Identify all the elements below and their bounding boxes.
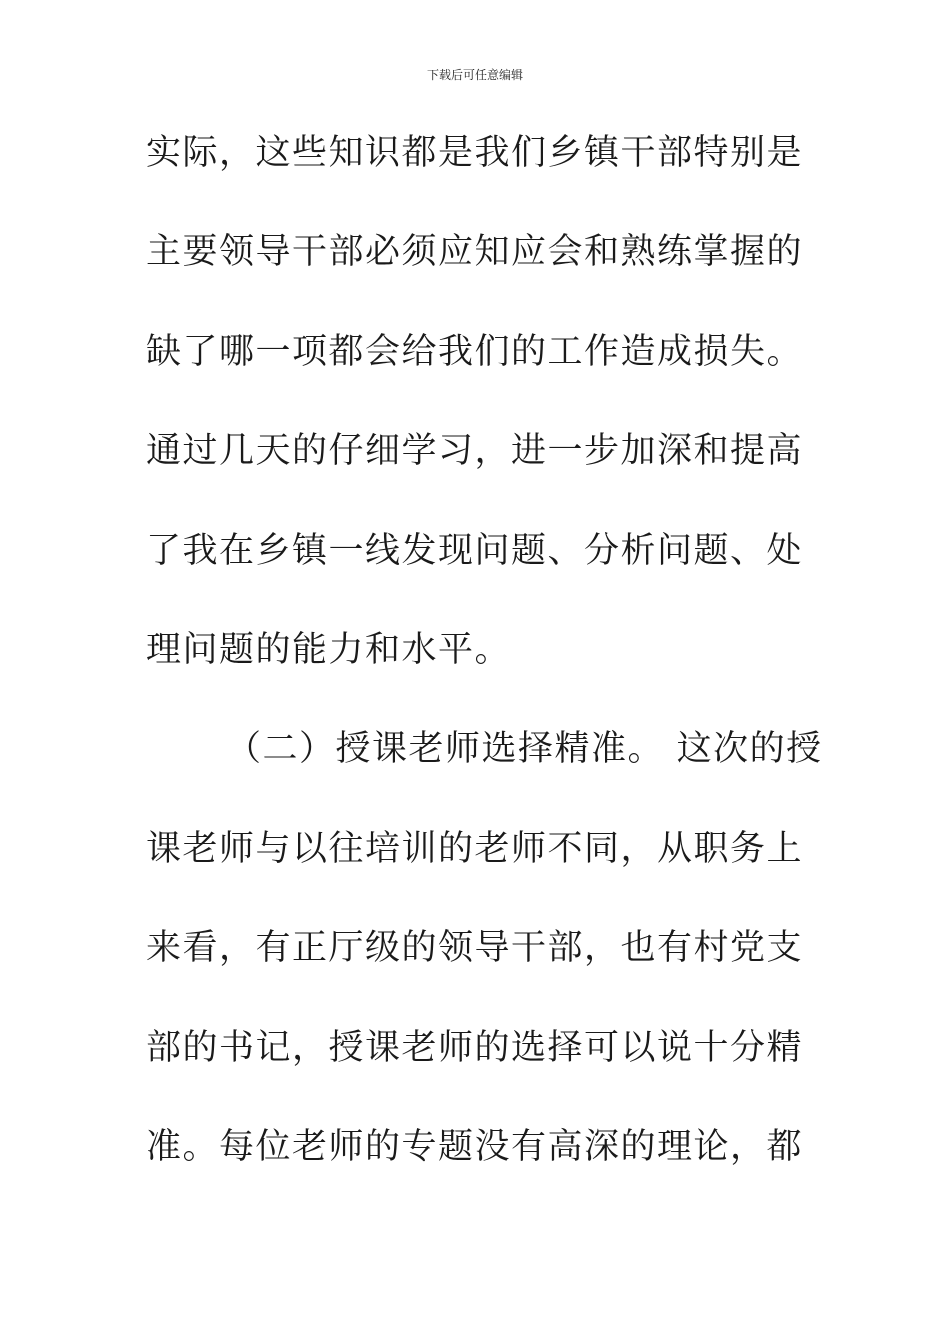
text-line: 来看，有正厅级的领导干部，也有村党支 [146,928,804,969]
text-line: 准。每位老师的专题没有高深的理论，都 [146,1126,804,1167]
text-line: 了我在乡镇一线发现问题、分析问题、处 [146,530,804,571]
text-line: 缺了哪一项都会给我们的工作造成损失。 [146,331,804,372]
text-line: 课老师与以往培训的老师不同，从职务上 [146,828,804,869]
text-line: 理问题的能力和水平。 [146,629,512,670]
text-line: 实际，这些知识都是我们乡镇干部特别是 [146,133,804,173]
text-line: 主要领导干部必须应知应会和熟练掌握的 [146,232,804,273]
text-line: 部的书记，授课老师的选择可以说十分精 [146,1027,804,1068]
page-header: 下载后可任意编辑 [426,68,523,82]
section-heading-line: （二）授课老师选择精准。 这次的授 [226,729,823,770]
document-body [146,120,823,1213]
text-line: 通过几天的仔细学习，进一步加深和提高 [146,431,804,472]
